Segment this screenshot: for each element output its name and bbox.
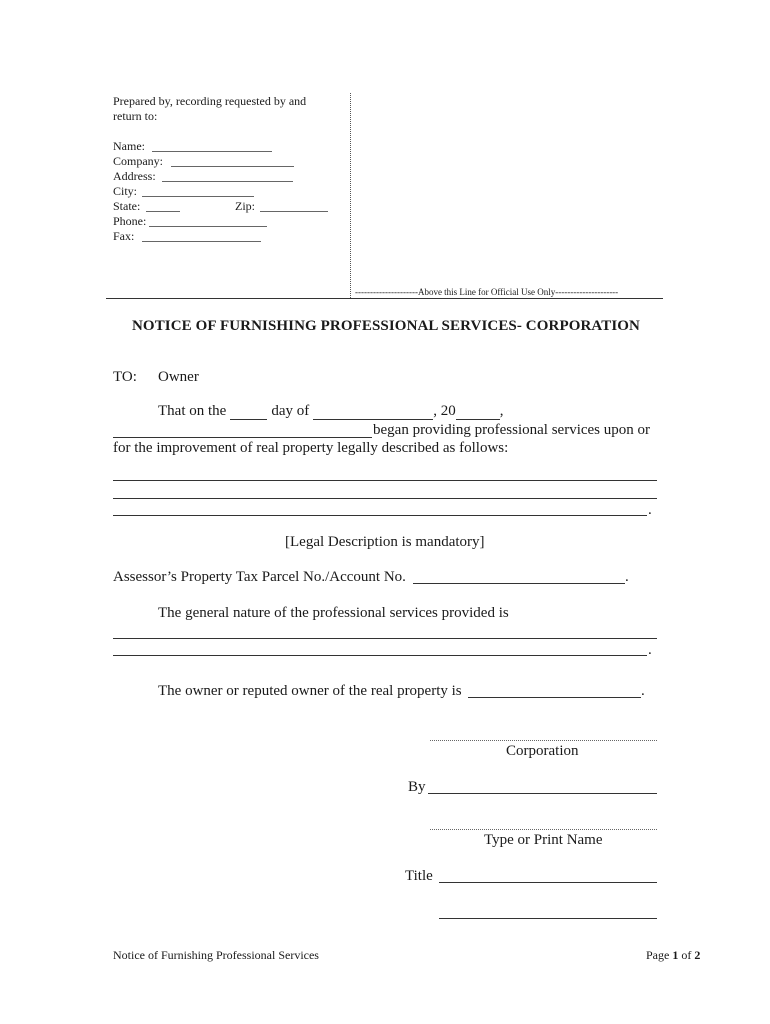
page-current: 1 [672, 948, 679, 962]
parcel-number-field[interactable] [413, 583, 625, 584]
header-bottom-rule [106, 298, 663, 299]
services-line-2[interactable] [113, 655, 647, 656]
provider-name-field[interactable] [113, 437, 372, 438]
to-label: TO: [113, 369, 137, 385]
corporation-name-field[interactable] [430, 740, 657, 741]
by-label: By [408, 779, 426, 795]
zip-label: Zip: [235, 199, 255, 213]
that-on-the-text: That on the [158, 403, 227, 419]
document-title: NOTICE OF FURNISHING PROFESSIONAL SERVICES- CORPORATION [132, 318, 640, 334]
legal-description-note: [Legal Description is mandatory] [285, 534, 485, 550]
to-value: Owner [158, 369, 199, 385]
prepared-by-line-1: Prepared by, recording requested by and [113, 94, 307, 108]
name-field[interactable] [152, 151, 272, 152]
city-field[interactable] [142, 196, 254, 197]
header-vertical-divider [350, 93, 351, 298]
type-or-print-name-label: Type or Print Name [484, 832, 603, 848]
printed-name-field[interactable] [430, 829, 657, 830]
legal-description-line-2[interactable] [113, 498, 657, 499]
fax-field[interactable] [142, 241, 261, 242]
official-use-label: ---------------------Above this Line for Official Use Only--------------------- [355, 287, 619, 297]
page-total: 2 [694, 948, 701, 962]
state-label: State: [113, 199, 141, 213]
city-label: City: [113, 184, 138, 198]
general-nature-text: The general nature of the professional services provided is [158, 605, 509, 621]
services-period: . [648, 642, 652, 658]
state-field[interactable] [146, 211, 180, 212]
phone-label: Phone: [113, 214, 147, 228]
title-label: Title [405, 868, 433, 884]
legal-description-period: . [648, 502, 652, 518]
year-prefix-text: , 20 [433, 403, 456, 419]
fax-label: Fax: [113, 229, 135, 243]
page-number [646, 948, 700, 963]
signature-field[interactable] [428, 793, 657, 794]
page-of: of [681, 948, 692, 962]
extra-signature-line[interactable] [439, 918, 657, 919]
day-field[interactable] [230, 408, 267, 420]
footer-title: Notice of Furnishing Professional Services [113, 948, 319, 962]
year-field[interactable] [456, 408, 500, 420]
legal-description-line-3[interactable] [113, 515, 647, 516]
address-field[interactable] [162, 181, 293, 182]
improvement-text: for the improvement of real property legally described as follows: [113, 440, 509, 456]
legal-description-line-1[interactable] [113, 480, 657, 481]
assessor-period: . [625, 569, 629, 585]
corporation-label: Corporation [506, 743, 579, 759]
owner-period: . [641, 683, 645, 699]
owner-name-field[interactable] [468, 697, 641, 698]
company-label: Company: [113, 154, 163, 168]
phone-field[interactable] [149, 226, 267, 227]
began-providing-text: began providing professional services upon or [373, 422, 651, 438]
owner-text: The owner or reputed owner of the real property is [158, 683, 462, 699]
address-label: Address: [113, 169, 156, 183]
date-sentence [158, 403, 503, 420]
prepared-by-line-2: return to: [113, 109, 158, 123]
zip-field[interactable] [260, 211, 328, 212]
assessor-label: Assessor’s Property Tax Parcel No./Account No. [113, 569, 406, 585]
services-line-1[interactable] [113, 638, 657, 639]
month-field[interactable] [313, 408, 433, 420]
page-prefix: Page [646, 948, 670, 962]
title-field[interactable] [439, 882, 657, 883]
day-of-text: day of [271, 403, 310, 419]
date-comma: , [499, 403, 504, 419]
name-label: Name: [113, 139, 145, 153]
company-field[interactable] [171, 166, 294, 167]
